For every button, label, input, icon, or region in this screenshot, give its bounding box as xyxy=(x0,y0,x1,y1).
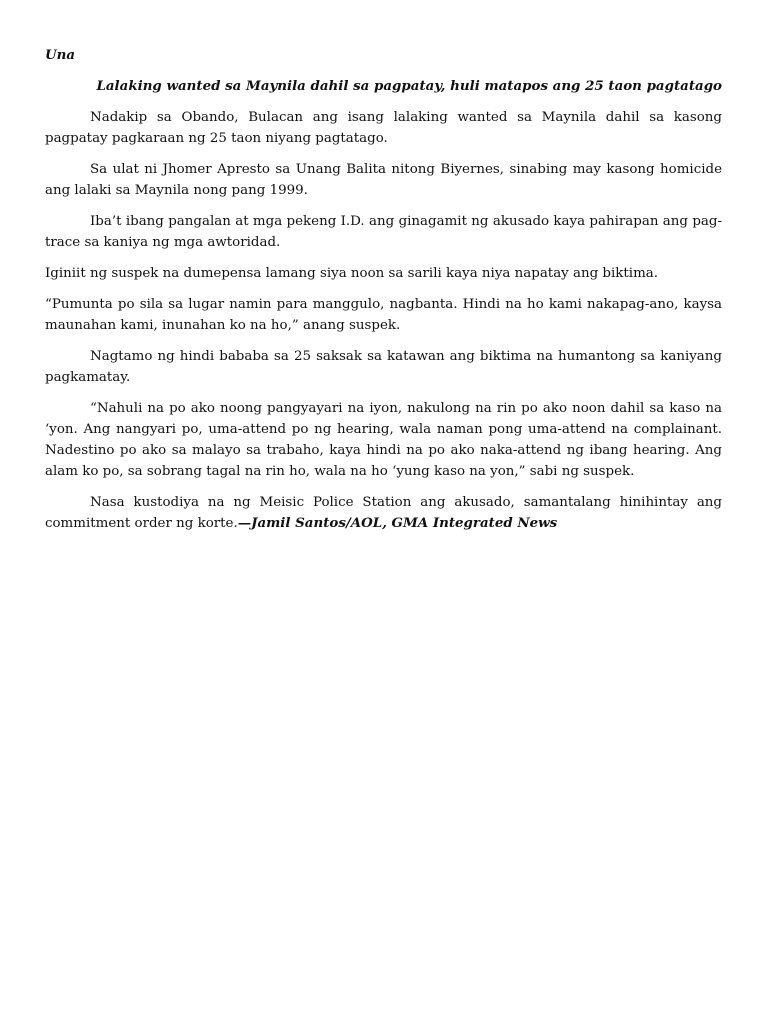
paragraph-3: Iba’t ibang pangalan at mga pekeng I.D. ang ginagamit ng akusado kaya pahirapan ang pag-trace sa kaniya ng mga awtoridad. xyxy=(45,214,722,250)
paragraph-6: Nagtamo ng hindi bababa sa 25 saksak sa katawan ang biktima na humantong sa kaniyang pagkamatay. xyxy=(45,349,722,385)
article xyxy=(45,45,722,544)
section-label: Una xyxy=(45,47,76,63)
byline: —Jamil Santos/AOL, GMA Integrated News xyxy=(237,515,558,531)
paragraph-7: “Nahuli na po ako noong pangyayari na iyon, nakulong na rin po ako noon dahil sa kaso na ‘yon. Ang nangyari po, uma-attend po ng hearing, wala naman pong uma-attend na complainant. Nadestino po ako sa malayo sa trabaho, kaya hindi na po ako naka-attend ng ibang hearing. Ang alam ko po, sa sobrang tagal na rin ho, wala na ho ‘yung kaso na yon,” sabi ng suspek. xyxy=(45,401,722,479)
article-headline: Lalaking wanted sa Maynila dahil sa pagpatay, huli matapos ang 25 taon pagtatago xyxy=(96,78,722,94)
paragraph-1: Nadakip sa Obando, Bulacan ang isang lalaking wanted sa Maynila dahil sa kasong pagpatay pagkaraan ng 25 taon niyang pagtatago. xyxy=(45,110,722,146)
paragraph-5: “Pumunta po sila sa lugar namin para manggulo, nagbanta. Hindi na ho kami nakapag-ano, kaysa maunahan kami, inunahan ko na ho,” anang suspek. xyxy=(45,297,722,333)
paragraph-4: Iginiit ng suspek na dumepensa lamang siya noon sa sarili kaya niya napatay ang biktima. xyxy=(45,266,659,281)
paragraph-8 xyxy=(45,492,722,534)
paragraph-2: Sa ulat ni Jhomer Apresto sa Unang Balita nitong Biyernes, sinabing may kasong homicide ang lalaki sa Maynila nong pang 1999. xyxy=(45,162,722,198)
paragraph-8-text: Nasa kustodiya na ng Meisic Police Station ang akusado, samantalang hinihintay ang commitment order ng korte. xyxy=(45,495,722,531)
